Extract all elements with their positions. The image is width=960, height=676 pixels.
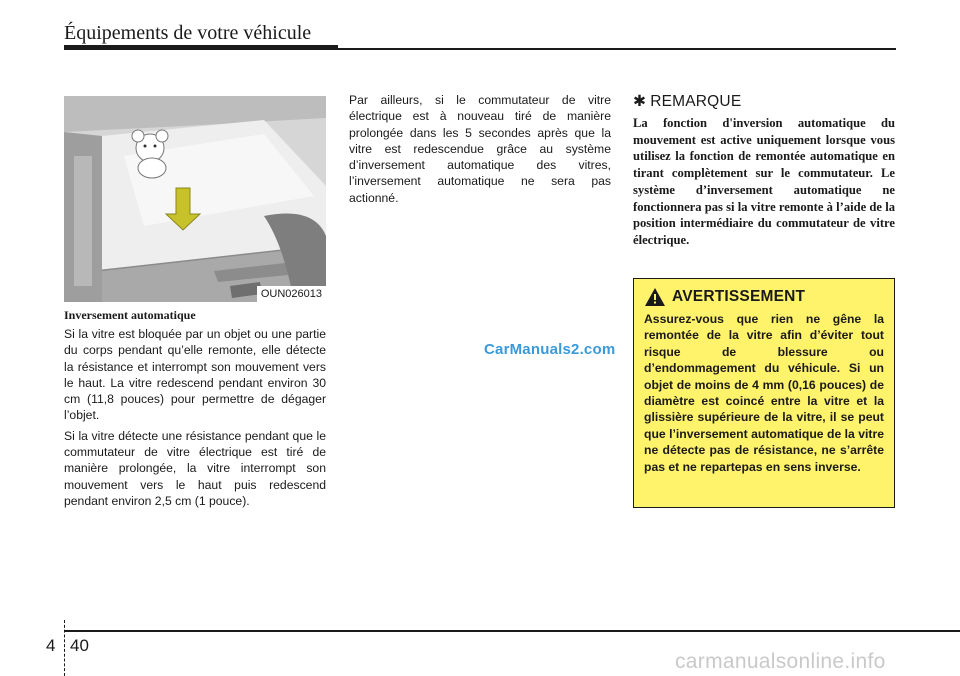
chapter-number: 4 [46,636,56,655]
note-text: La fonction d'inversion automatique du mouvement est active uniquement lorsque vous utilisez la fonction de remontée automatique en tirant complètement sur le commutateur. Le système d’inversement automatique ne fonctionnera pas si la vitre remonte à l’aide de la position intermédiaire du commutateur de vitre électrique. [633,116,895,247]
paragraph: Si la vitre est bloquée par un objet ou une partie du corps pendant qu’elle remonte, elle détecte la résistance et interrompt son mouvement vers le haut. La vitre redescend pendant environ 30 cm (11,8 pouces) pour permettre de dégager l’objet. [64,327,326,423]
page-number: 40 [70,636,89,655]
continued-section [349,92,611,210]
warning-title: AVERTISSEMENT [672,288,806,305]
warning-header [644,287,884,307]
watermark-link[interactable]: CarManuals2.com [484,341,616,358]
paragraph: Par ailleurs, si le commutateur de vitre électrique est à nouveau tiré de manière prolongée dans les 5 secondes après que la vitre est redescendue grâce au système d’inversement automatique des vitres, l’inversement automatique ne sera pas actionné. [349,93,611,205]
note-title [633,92,895,111]
header-rule-thick [64,45,338,50]
page-header-title: Équipements de votre véhicule [64,22,312,44]
footer-rule [64,630,960,632]
paragraph: Si la vitre détecte une résistance pendant que le commutateur de vitre électrique est tiré de manière prolongée, la vitre interrompt son mouvement vers le haut puis redescend pendant environ 2,5 cm (1 pouce). [64,428,326,508]
figure-code: OUN026013 [257,286,326,302]
auto-reverse-section [64,308,326,513]
car-interior-drawing [64,96,326,302]
footer-separator [64,620,65,676]
header-rule-thin [338,48,896,50]
window-illustration [64,96,326,302]
warning-text: Assurez-vous que rien ne gêne la remontée de la vitre afin d’éviter tout risque de blessure ou d’endommagement du véhicule. Si un objet de moins de 4 mm (0,16 pouces) de diamètre est coincé entre la vitre et la glissière supérieure de la vitre, il se peut que l’inversement automatique de la vitre ne détecte pas de résistance, ne s’arrête pas et ne repartepas en sens inverse. [644,312,884,474]
warning-box [633,278,895,508]
note-section [633,92,895,249]
footer-brand-watermark: carmanualsonline.info [675,650,886,673]
warning-triangle-icon [644,287,666,307]
note-title-text: REMARQUE [650,93,742,110]
note-star-icon: ✱ [633,93,647,110]
section-title: Inversement automatique [64,308,196,322]
